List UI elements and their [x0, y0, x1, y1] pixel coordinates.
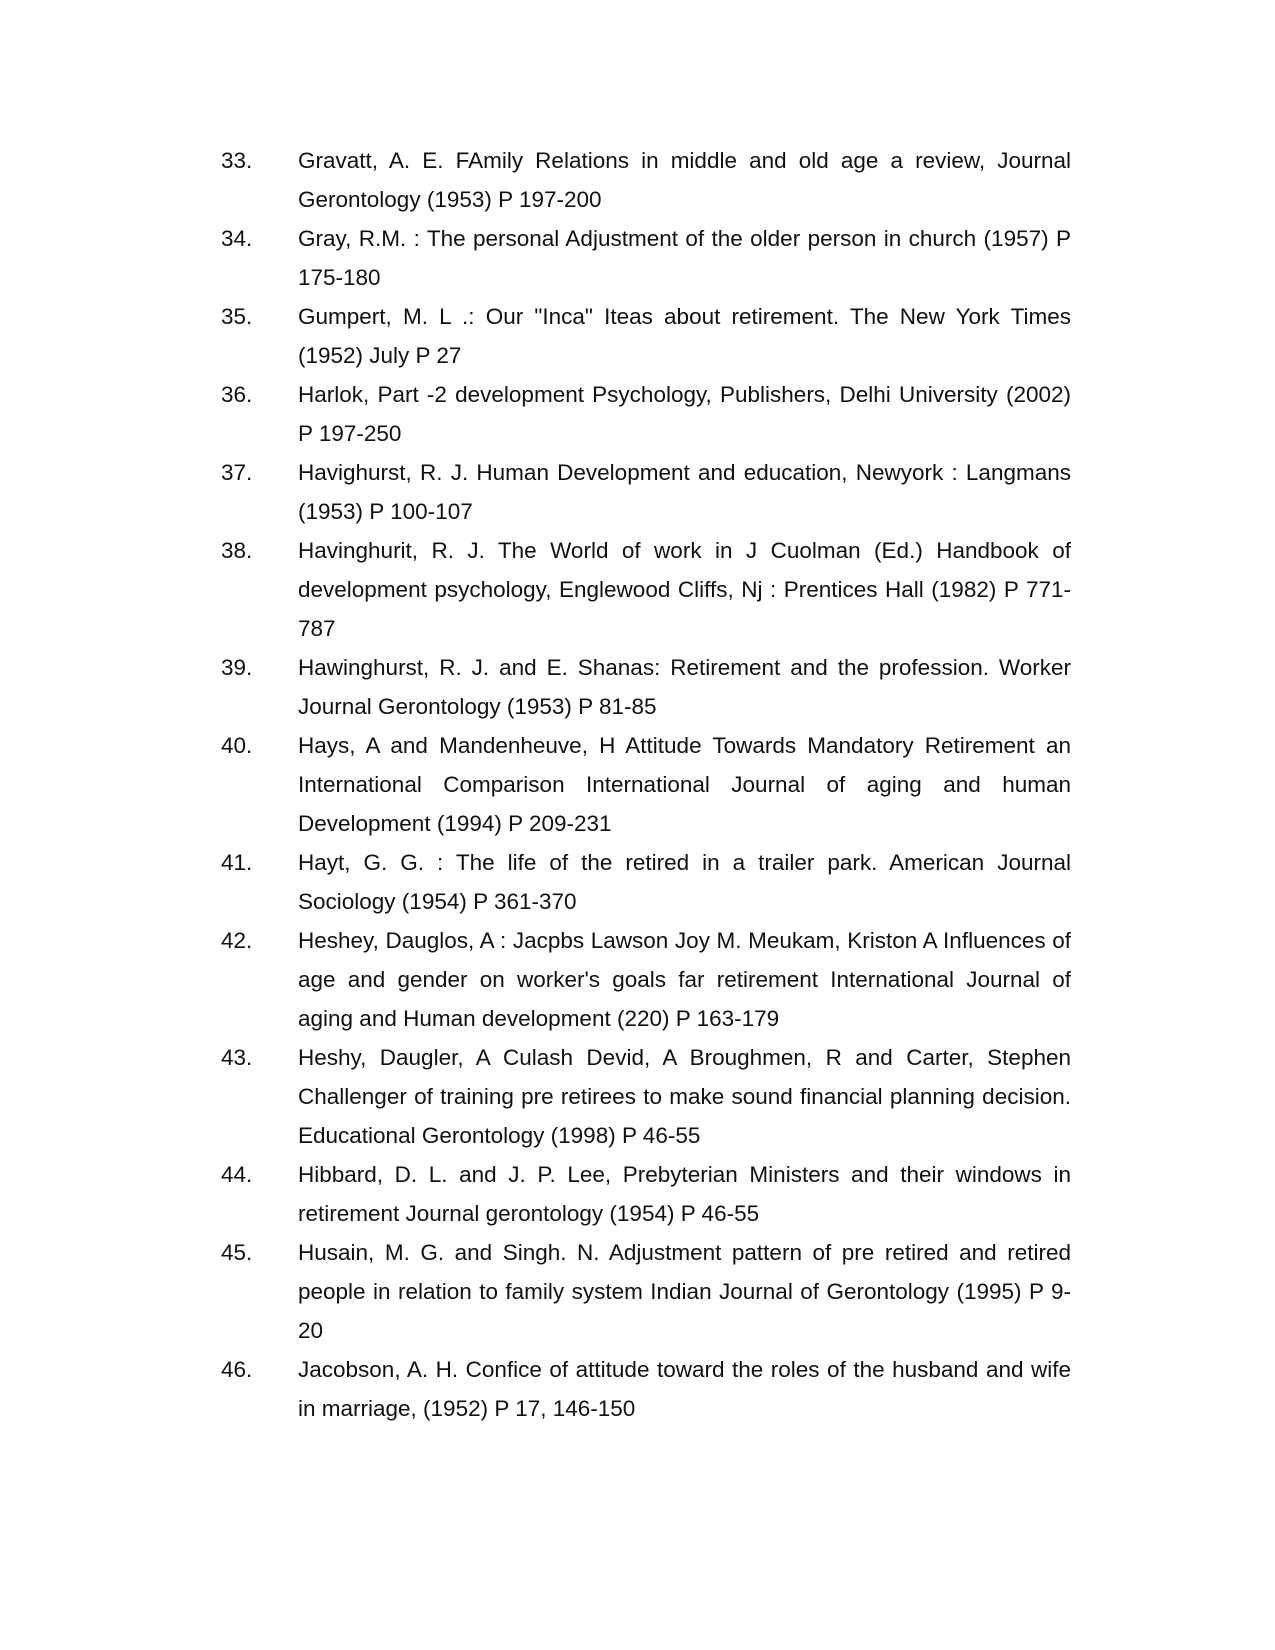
- reference-text: Hibbard, D. L. and J. P. Lee, Prebyterian Ministers and their windows in retirement Journal gerontology (1954) P 46-55: [298, 1162, 1071, 1226]
- reference-list: [221, 141, 1071, 1428]
- reference-text: Havinghurit, R. J. The World of work in J Cuolman (Ed.) Handbook of development psychology, Englewood Cliffs, Nj : Prentices Hall (1982) P 771-787: [298, 538, 1071, 641]
- reference-number: 43.: [221, 1045, 253, 1070]
- reference-number: 36.: [221, 382, 253, 407]
- reference-number: 45.: [221, 1240, 253, 1265]
- reference-text: Gravatt, A. E. FAmily Relations in middle and old age a review, Journal Gerontology (1953) P 197-200: [298, 148, 1071, 212]
- reference-item: [221, 921, 1071, 1038]
- reference-number: 42.: [221, 928, 253, 953]
- reference-text: Heshy, Daugler, A Culash Devid, A Broughmen, R and Carter, Stephen Challenger of training pre retirees to make sound financial planning decision. Educational Gerontology (1998) P 46-55: [298, 1045, 1071, 1148]
- reference-number: 38.: [221, 538, 253, 563]
- reference-number: 44.: [221, 1162, 253, 1187]
- reference-item: [221, 1350, 1071, 1428]
- reference-text: Gumpert, M. L .: Our "Inca" Iteas about retirement. The New York Times (1952) July P 27: [298, 304, 1071, 368]
- reference-text: Hawinghurst, R. J. and E. Shanas: Retirement and the profession. Worker Journal Gerontology (1953) P 81-85: [298, 655, 1071, 719]
- reference-item: [221, 141, 1071, 219]
- reference-item: [221, 375, 1071, 453]
- reference-item: [221, 648, 1071, 726]
- reference-number: 35.: [221, 304, 253, 329]
- reference-item: [221, 297, 1071, 375]
- reference-text: Hays, A and Mandenheuve, H Attitude Towards Mandatory Retirement an International Comparison International Journal of aging and human Development (1994) P 209-231: [298, 733, 1071, 836]
- reference-item: [221, 219, 1071, 297]
- reference-number: 37.: [221, 460, 253, 485]
- reference-text: Gray, R.M. : The personal Adjustment of the older person in church (1957) P 175-180: [298, 226, 1071, 290]
- reference-number: 39.: [221, 655, 253, 680]
- reference-text: Harlok, Part -2 development Psychology, Publishers, Delhi University (2002) P 197-250: [298, 382, 1071, 446]
- reference-text: Havighurst, R. J. Human Development and education, Newyork : Langmans (1953) P 100-107: [298, 460, 1071, 524]
- reference-text: Husain, M. G. and Singh. N. Adjustment pattern of pre retired and retired people in relation to family system Indian Journal of Gerontology (1995) P 9-20: [298, 1240, 1071, 1343]
- reference-text: Heshey, Dauglos, A : Jacpbs Lawson Joy M. Meukam, Kriston A Influences of age and gender on worker's goals far retirement International Journal of aging and Human development (220) P 163-179: [298, 928, 1071, 1031]
- reference-item: [221, 1038, 1071, 1155]
- reference-text: Jacobson, A. H. Confice of attitude toward the roles of the husband and wife in marriage, (1952) P 17, 146-150: [298, 1357, 1071, 1421]
- reference-item: [221, 843, 1071, 921]
- reference-number: 34.: [221, 226, 253, 251]
- reference-number: 41.: [221, 850, 253, 875]
- reference-item: [221, 1233, 1071, 1350]
- reference-item: [221, 531, 1071, 648]
- reference-item: [221, 453, 1071, 531]
- reference-item: [221, 726, 1071, 843]
- reference-text: Hayt, G. G. : The life of the retired in a trailer park. American Journal Sociology (1954) P 361-370: [298, 850, 1071, 914]
- reference-item: [221, 1155, 1071, 1233]
- reference-number: 33.: [221, 148, 253, 173]
- reference-number: 40.: [221, 733, 253, 758]
- reference-number: 46.: [221, 1357, 253, 1382]
